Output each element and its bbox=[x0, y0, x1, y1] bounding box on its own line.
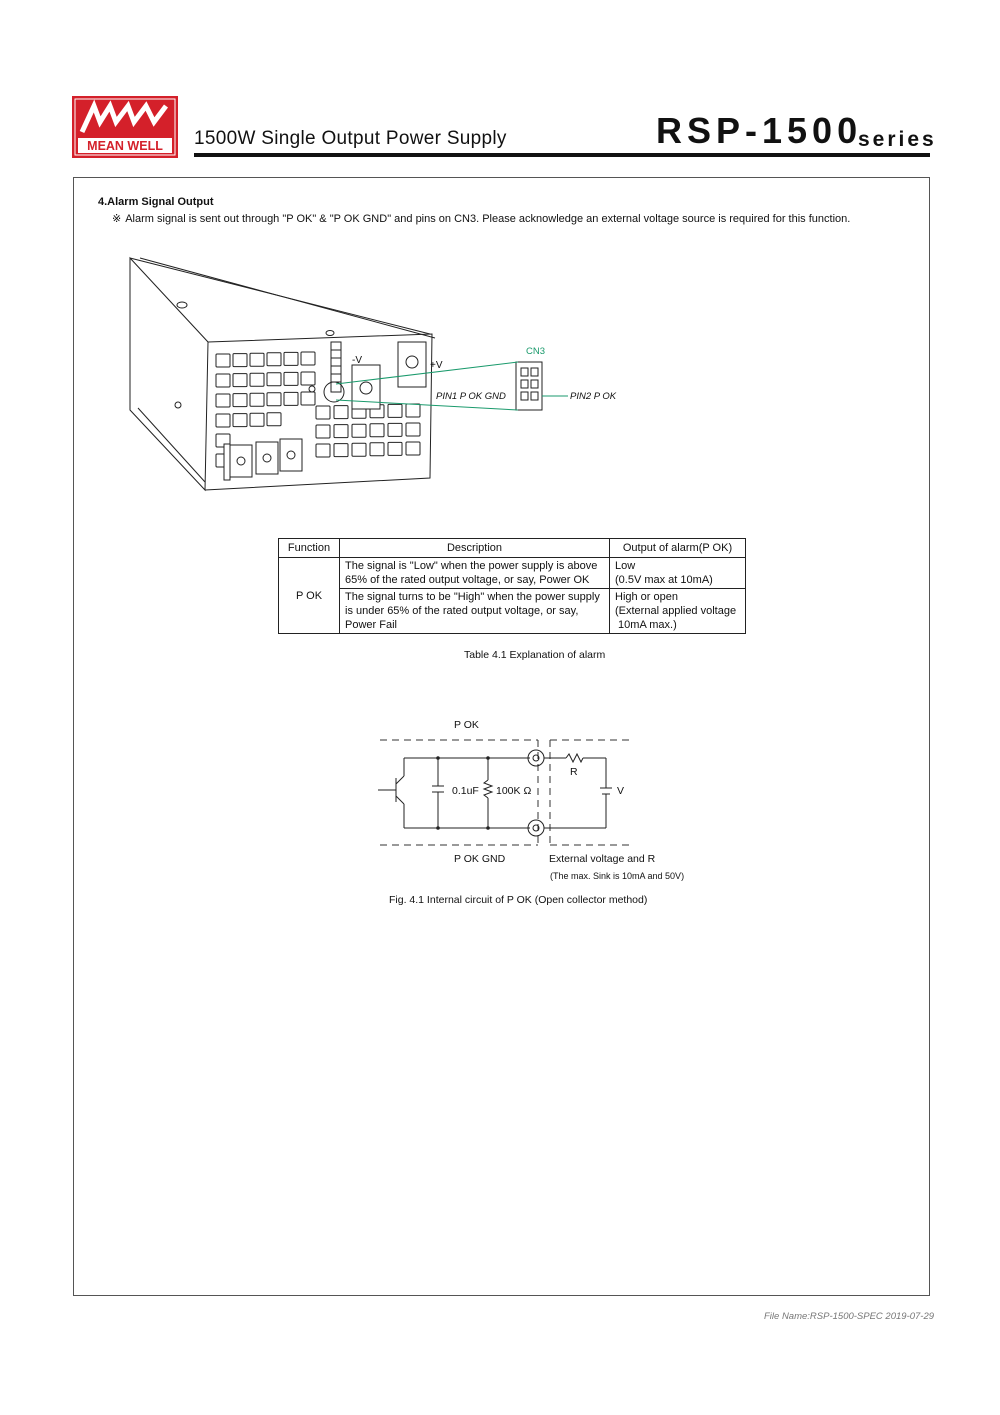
vent-hole bbox=[216, 414, 230, 427]
vent-hole bbox=[216, 354, 230, 367]
cn3-connector bbox=[516, 362, 542, 410]
output-line: (0.5V max at 10mA) bbox=[615, 574, 713, 586]
description-line: Power Fail bbox=[345, 619, 397, 631]
description-line: 65% of the rated output voltage, or say, Power OK bbox=[345, 574, 590, 586]
mean-well-logo bbox=[72, 96, 178, 158]
vent-hole bbox=[406, 423, 420, 436]
description-cell bbox=[340, 558, 610, 589]
vent-hole bbox=[316, 425, 330, 438]
vent-hole bbox=[406, 404, 420, 417]
vent-hole bbox=[301, 352, 315, 365]
series-label: series bbox=[858, 128, 937, 151]
pin1-label: PIN1 P OK GND bbox=[436, 391, 506, 402]
description-line: is under 65% of the rated output voltage, or say, bbox=[345, 605, 579, 617]
pin2-label: PIN2 P OK bbox=[570, 391, 617, 402]
alarm-table bbox=[278, 538, 746, 634]
vent-hole bbox=[370, 443, 384, 456]
vent-hole bbox=[334, 425, 348, 438]
output-line: Low bbox=[615, 560, 636, 572]
external-label: External voltage and R bbox=[549, 853, 656, 865]
vent-hole bbox=[388, 423, 402, 436]
table-caption: Table 4.1 Explanation of alarm bbox=[464, 649, 606, 661]
output-cell bbox=[610, 558, 746, 589]
vent-hole bbox=[250, 393, 264, 406]
table-row bbox=[279, 558, 746, 589]
minus-v-label: -V bbox=[352, 355, 362, 366]
vent-hole bbox=[316, 444, 330, 457]
vent-hole bbox=[233, 354, 247, 367]
vent-hole bbox=[267, 413, 281, 426]
vent-hole bbox=[334, 406, 348, 419]
external-note: (The max. Sink is 10mA and 50V) bbox=[550, 871, 685, 881]
table-header-output: Output of alarm(P OK) bbox=[610, 539, 746, 558]
figure-caption: Fig. 4.1 Internal circuit of P OK (Open collector method) bbox=[389, 894, 648, 906]
vent-hole bbox=[301, 372, 315, 385]
header-rule bbox=[194, 153, 930, 157]
note-mark: ※ bbox=[112, 213, 122, 225]
description-line: The signal is "Low" when the power supply is above bbox=[345, 560, 598, 572]
vent-hole bbox=[301, 392, 315, 405]
p-ok-label: P OK bbox=[454, 719, 479, 731]
vent-hole bbox=[233, 394, 247, 407]
capacitor-label: 0.1uF bbox=[452, 785, 479, 797]
resistor-label: 100K Ω bbox=[496, 785, 532, 797]
cn3-label: CN3 bbox=[526, 346, 546, 357]
table-header-description: Description bbox=[340, 539, 610, 558]
vent-hole bbox=[352, 443, 366, 456]
output-line: (External applied voltage bbox=[615, 605, 737, 617]
function-cell: P OK bbox=[279, 558, 340, 634]
vent-hole bbox=[352, 424, 366, 437]
vent-hole bbox=[284, 392, 298, 405]
table-header-function: Function bbox=[279, 539, 340, 558]
vent-hole bbox=[233, 414, 247, 427]
alarm-note bbox=[112, 212, 850, 225]
pok-circuit-diagram bbox=[370, 712, 700, 892]
vent-hole bbox=[406, 442, 420, 455]
vent-hole bbox=[216, 374, 230, 387]
vent-hole bbox=[370, 424, 384, 437]
vent-hole bbox=[216, 394, 230, 407]
v-label: V bbox=[617, 785, 625, 797]
output-cell bbox=[610, 589, 746, 634]
vent-hole bbox=[334, 444, 348, 457]
table-header-row bbox=[279, 539, 746, 558]
vent-hole bbox=[250, 353, 264, 366]
vent-hole bbox=[267, 393, 281, 406]
note-text: Alarm signal is sent out through "P OK" & "P OK GND" and pins on CN3. Please acknowledge an external voltage source is required for this function. bbox=[125, 213, 851, 225]
vent-hole bbox=[316, 406, 330, 419]
footer-file-name: File Name:RSP-1500-SPEC 2019-07-29 bbox=[764, 1311, 935, 1322]
plus-v-label: +V bbox=[430, 360, 443, 371]
p-ok-gnd-label: P OK GND bbox=[454, 853, 506, 865]
table-row bbox=[279, 589, 746, 634]
vent-hole bbox=[284, 372, 298, 385]
vent-hole bbox=[250, 413, 264, 426]
model-name: RSP-1500 bbox=[656, 110, 863, 151]
vent-hole bbox=[267, 373, 281, 386]
description-line: The signal turns to be "High" when the power supply bbox=[345, 591, 600, 603]
vent-hole bbox=[388, 404, 402, 417]
vent-hole bbox=[267, 353, 281, 366]
logo-brand-text: MEAN WELL bbox=[87, 139, 163, 153]
section-heading: 4.Alarm Signal Output bbox=[98, 196, 214, 208]
vent-hole bbox=[284, 352, 298, 365]
terminal-block bbox=[224, 439, 302, 480]
vent-hole bbox=[250, 373, 264, 386]
output-line: High or open bbox=[615, 591, 678, 603]
vent-hole bbox=[233, 374, 247, 387]
r-label: R bbox=[570, 766, 578, 778]
product-title: 1500W Single Output Power Supply bbox=[194, 128, 507, 149]
output-line: 10mA max.) bbox=[615, 619, 677, 631]
description-cell bbox=[340, 589, 610, 634]
vent-hole bbox=[388, 442, 402, 455]
power-supply-rear-drawing bbox=[120, 250, 640, 500]
